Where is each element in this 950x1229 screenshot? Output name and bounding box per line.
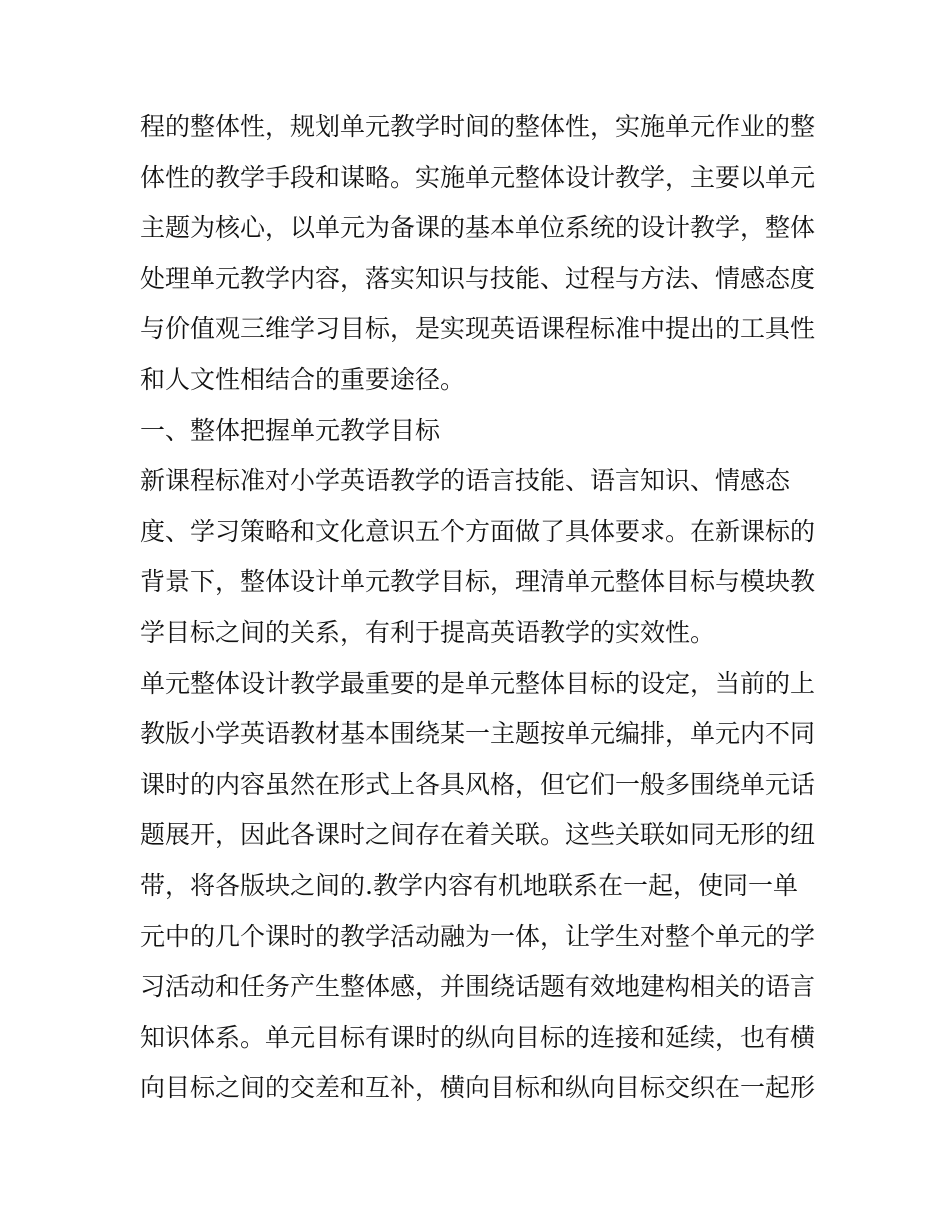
text-line: 课时的内容虽然在形式上各具风格，但它们一般多围绕单元话 xyxy=(140,769,816,799)
text-line: 知识体系。单元目标有课时的纵向目标的连接和延续，也有横 xyxy=(140,1022,816,1052)
text-line: 向目标之间的交差和互补，横向目标和纵向目标交织在一起形 xyxy=(140,1073,816,1103)
text-line: 带，将各版块之间的.教学内容有机地联系在一起，使同一单 xyxy=(140,870,798,900)
text-line: 单元整体设计教学最重要的是单元整体目标的设定，当前的上 xyxy=(140,668,816,698)
body-text xyxy=(140,102,830,1114)
text-line: 体性的教学手段和谋略。实施单元整体设计教学，主要以单元 xyxy=(140,162,816,192)
text-line: 题展开，因此各课时之间存在着关联。这些关联如同无形的纽 xyxy=(140,820,816,850)
section-heading: 一、整体把握单元教学目标 xyxy=(140,415,441,445)
text-line: 教版小学英语教材基本围绕某一主题按单元编排，单元内不同 xyxy=(140,719,816,749)
text-line: 与价值观三维学习目标，是实现英语课程标准中提出的工具性 xyxy=(140,314,816,344)
text-line: 程的整体性，规划单元教学时间的整体性，实施单元作业的整 xyxy=(140,112,816,141)
text-line: 元中的几个课时的教学活动融为一体，让学生对整个单元的学 xyxy=(140,921,816,951)
text-line: 处理单元教学内容，落实知识与技能、过程与方法、情感态度 xyxy=(140,263,816,293)
text-line: 度、学习策略和文化意识五个方面做了具体要求。在新课标的 xyxy=(140,516,816,546)
text-line: 主题为核心，以单元为备课的基本单位系统的设计教学，整体 xyxy=(140,213,816,243)
text-line: 背景下，整体设计单元教学目标，理清单元整体目标与模块教 xyxy=(140,567,816,597)
text-line: 学目标之间的关系，有利于提高英语教学的实效性。 xyxy=(140,617,716,647)
text-line: 新课程标准对小学英语教学的语言技能、语言知识、情感态 xyxy=(140,466,791,496)
text-line: 习活动和任务产生整体感，并围绕话题有效地建构相关的语言 xyxy=(140,972,816,1002)
text-line: 和人文性相结合的重要途径。 xyxy=(140,364,466,394)
